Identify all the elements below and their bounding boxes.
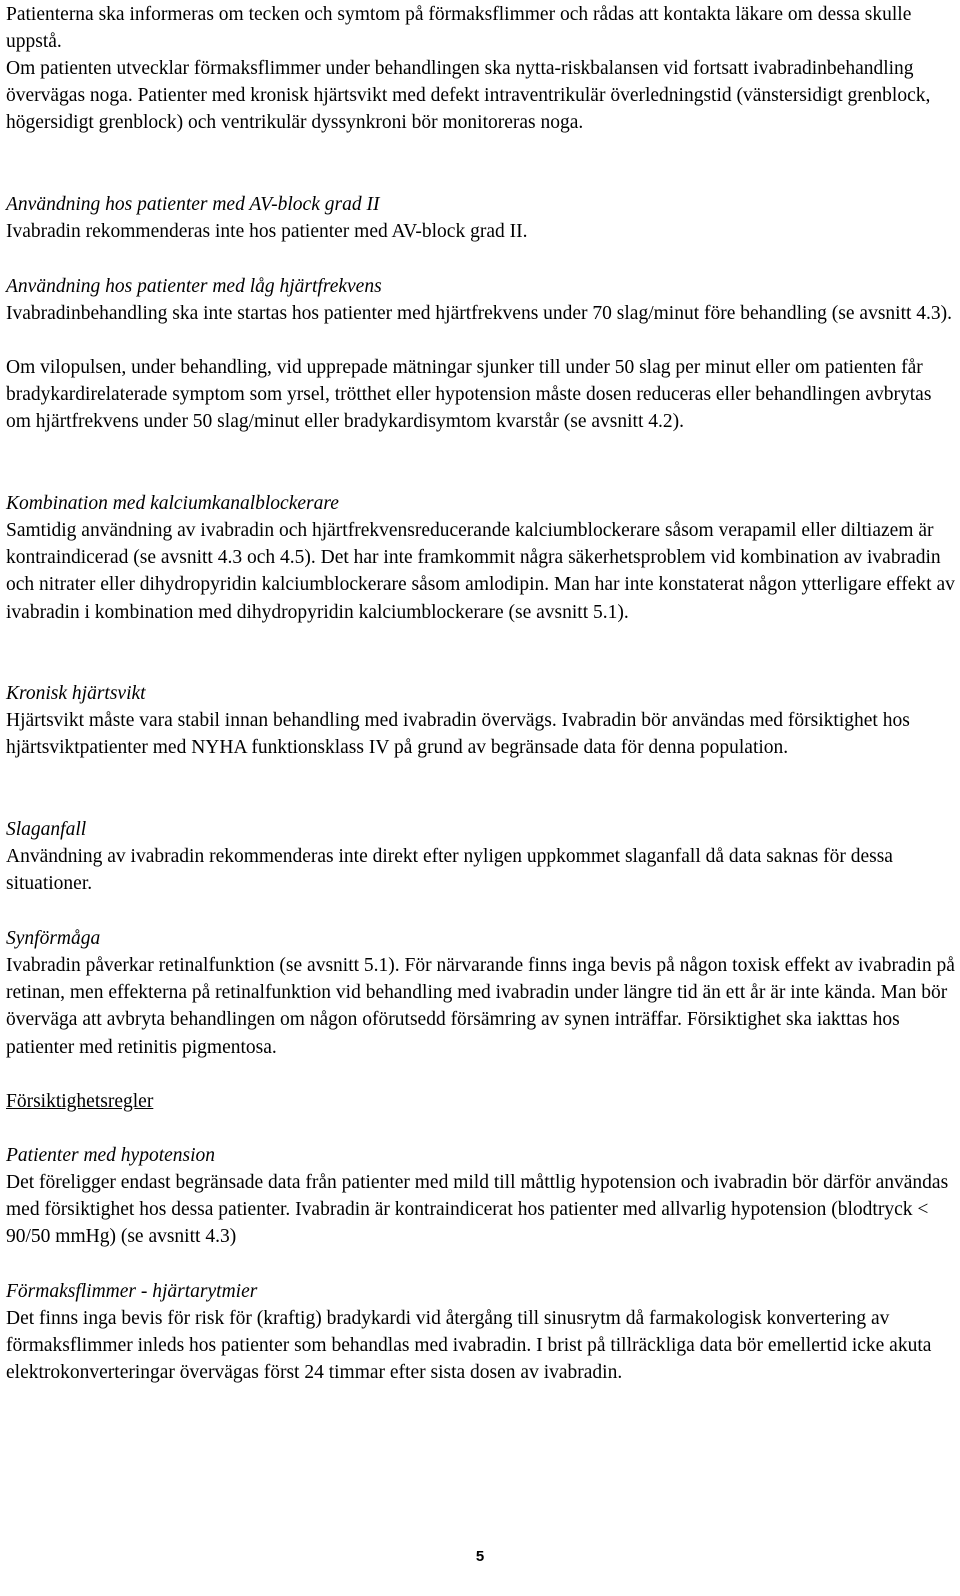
section-paragraph: Det föreligger endast begränsade data från patienter med mild till måttlig hypotension och ivabradin bör därför användas med försiktighet hos dessa patienter. Ivabradin är kontraindicerat hos patienter med allvarlig hypotension (blodtryck < 90/50 mmHg) (se avsnitt 4.3) bbox=[6, 1172, 949, 1248]
section-paragraph: Hjärtsvikt måste vara stabil innan behandling med ivabradin övervägs. Ivabradin bör användas med försiktighet hos hjärtsviktpatienter med NYHA funktionsklass IV på grund av begränsade data för denna population. bbox=[6, 710, 910, 759]
section-paragraph: Det finns inga bevis för risk för (kraftig) bradykardi vid återgång till sinusrytm då farmakologisk konvertering av förmaksflimmer inleds hos patienter som behandlas med ivabradin. I brist på tillräckliga data bör emellertid icke akuta elektrokonverteringar övervägas först 24 timmar efter sista dosen av ivabradin. bbox=[6, 1308, 932, 1384]
page-number: 5 bbox=[475, 1548, 485, 1565]
section-heading-hypotension: Patienter med hypotension bbox=[6, 1145, 216, 1166]
section-paragraph: Ivabradin påverkar retinalfunktion (se avsnitt 5.1). För närvarande finns inga bevis på någon toxisk effekt av ivabradin på retinan, men effekterna på retinalfunktion vid behandling med ivabradin under längre tid än ett år är inte kända. Man bör överväga att avbryta behandlingen om någon oförutsedd försämring av synen inträffar. Försiktighet ska iakttas hos patienter med retinitis pigmentosa. bbox=[6, 955, 955, 1058]
section-heading-av-block: Användning hos patienter med AV-block grad II bbox=[6, 194, 380, 215]
section-heading-chronic-heart-failure: Kronisk hjärtsvikt bbox=[6, 683, 146, 704]
section-heading-stroke: Slaganfall bbox=[6, 819, 87, 840]
section-heading-low-heart-rate: Användning hos patienter med låg hjärtfrekvens bbox=[6, 276, 382, 297]
section-paragraph: Användning av ivabradin rekommenderas inte direkt efter nyligen uppkommet slaganfall då data saknas för dessa situationer. bbox=[6, 846, 893, 895]
precautions-title: Försiktighetsregler bbox=[6, 1091, 154, 1112]
intro-paragraph-2: Om patienten utvecklar förmaksflimmer under behandlingen ska nytta-riskbalansen vid fortsatt ivabradinbehandling övervägas noga. Patienter med kronisk hjärtsvikt med defekt intraventrikulär överledningstid (vänstersidigt grenblock, högersidigt grenblock) och ventrikulär dyssynkroni bör monitoreras noga. bbox=[6, 58, 931, 134]
section-heading-calcium-blockers: Kombination med kalciumkanalblockerare bbox=[6, 493, 339, 514]
section-paragraph: Ivabradin rekommenderas inte hos patienter med AV-block grad II. bbox=[6, 221, 528, 242]
section-heading-vision: Synförmåga bbox=[6, 928, 101, 949]
section-paragraph: Ivabradinbehandling ska inte startas hos patienter med hjärtfrekvens under 70 slag/minut före behandling (se avsnitt 4.3). bbox=[6, 303, 953, 324]
intro-paragraph-1: Patienterna ska informeras om tecken och symtom på förmaksflimmer och rådas att kontakta läkare om dessa skulle uppstå. bbox=[6, 4, 912, 53]
section-paragraph: Samtidig användning av ivabradin och hjärtfrekvensreducerande kalciumblockerare såsom verapamil eller diltiazem är kontraindicerad (se avsnitt 4.3 och 4.5). Det har inte framkommit några säkerhetsproblem vid kombination av ivabradin och nitrater eller dihydropyridin kalciumblockerare såsom amlodipin. Man har inte konstaterat någon ytterligare effekt av ivabradin i kombination med dihydropyridin kalciumblockerare (se avsnitt 5.1). bbox=[6, 520, 955, 623]
section-heading-atrial-fibrillation: Förmaksflimmer - hjärtarytmier bbox=[6, 1281, 258, 1302]
section-paragraph: Om vilopulsen, under behandling, vid upprepade mätningar sjunker till under 50 slag per minut eller om patienten får bradykardirelaterade symptom som yrsel, trötthet eller hypotension måste dosen reduceras eller behandlingen avbrytas om hjärtfrekvens under 50 slag/minut eller bradykardisymtom kvarstår (se avsnitt 4.2). bbox=[6, 357, 932, 433]
